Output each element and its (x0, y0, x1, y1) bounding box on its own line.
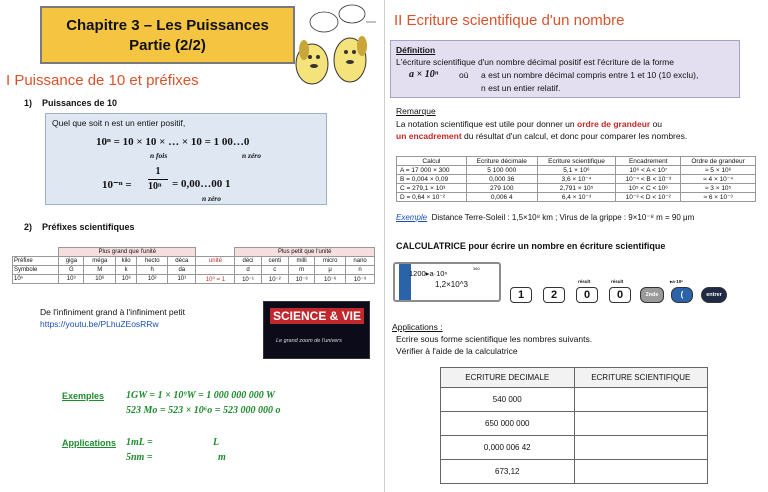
remarque-text-b: du résultat d'un calcul, et donc pour comparer les nombres. (461, 131, 688, 141)
calc-key-0-a[interactable]: 0 (576, 287, 598, 303)
prefix-cell-name: méga (84, 257, 116, 266)
calculator-screen (393, 262, 501, 302)
order-table-cell: ≈ 6 × 10⁻³ (681, 193, 756, 202)
applications-title-right: Applications : (392, 322, 443, 332)
formula-positive: 10ⁿ = 10 × 10 × … × 10 = 1 00…0 (96, 136, 250, 148)
prefix-unit-cell: 10⁰ = 1 (196, 275, 235, 284)
order-table-cell: 5 100 000 (466, 166, 537, 175)
app-nanometre: 5nm = (126, 452, 153, 463)
examples-label: Exemples (62, 391, 105, 401)
order-table-cell: 2,791 × 10⁵ (537, 184, 616, 193)
remarque-line1 (396, 119, 662, 129)
prefix-unit-cell (196, 266, 235, 275)
applications-label-left: Applications (62, 438, 117, 448)
prefix-row-label: Préfixe (13, 257, 59, 266)
app-nanometre-unit: m (218, 452, 226, 463)
sci-exercise-table (440, 367, 708, 484)
order-table-cell: B = 0,004 × 0,09 (397, 175, 467, 184)
prefix-cell-sym: d (235, 266, 261, 275)
video-caption: Le grand zoom de l'univers (276, 338, 342, 344)
sci-table-header: ECRITURE SCIENTIFIQUE (574, 368, 708, 388)
prefix-table (12, 247, 375, 284)
order-table-cell: ≈ 5 × 10⁶ (681, 166, 756, 175)
exemple-label: Exemple (396, 213, 428, 222)
formula-n-zero-2: n zéro (202, 194, 221, 203)
exemple-text: Distance Terre-Soleil : 1,5×10⁸ km ; Virus de la grippe : 9×10⁻⁸ m = 90 μm (431, 213, 695, 222)
calc-key-entrer[interactable]: entrer (701, 287, 727, 303)
video-description: De l'infiniment grand à l'infiniment petit (40, 307, 185, 317)
remarque-text-c: ou (650, 119, 663, 129)
order-table-cell: 10⁵ < C < 10⁶ (616, 184, 681, 193)
order-table-cell: 10⁶ < A < 10⁷ (616, 166, 681, 175)
cartoon-dogs-illustration (288, 2, 380, 92)
prefix-cell-pow: 10⁹ (59, 275, 84, 284)
definition-line1: L'écriture scientifique d'un nombre décimal positif est l'écriture de la forme (396, 57, 674, 67)
chapter-title: Chapitre 3 – Les Puissances (66, 17, 269, 34)
prefix-cell-sym: n (346, 266, 375, 275)
calc-key-label-result-2: résult (611, 279, 624, 284)
subheading-prefixes: 2) Préfixes scientifiques (24, 222, 135, 232)
section2-heading: II Ecriture scientifique d'un nombre (394, 12, 625, 29)
prefix-row-label: Symbole (13, 266, 59, 275)
prefix-cell-pow: 10³ (116, 275, 137, 284)
order-table-row (397, 166, 756, 175)
remarque-line2 (396, 131, 687, 141)
example-megaoctet: 523 Mo = 523 × 10⁶o = 523 000 000 o (126, 405, 281, 416)
column-divider (384, 0, 385, 492)
order-table-cell: 10⁻³ < D < 10⁻² (616, 193, 681, 202)
prefix-cell-pow: 10⁻³ (289, 275, 315, 284)
formula-denominator: 10ⁿ (148, 181, 162, 192)
calc-key-paren[interactable]: ( (671, 287, 693, 303)
calc-key-0-b[interactable]: 0 (609, 287, 631, 303)
order-table-cell: ≈ 4 × 10⁻⁴ (681, 175, 756, 184)
order-table-cell: 6,4 × 10⁻³ (537, 193, 616, 202)
section1-heading: I Puissance de 10 et préfixes (6, 72, 199, 89)
prefix-cell-sym: m (289, 266, 315, 275)
prefix-cell-pow: 10¹ (168, 275, 196, 284)
calc-key-label-result-1: résult (578, 279, 591, 284)
order-table-cell: 5,1 × 10⁶ (537, 166, 616, 175)
subheading-powers: 1) Puissances de 10 (24, 98, 118, 108)
prefix-cell-name: déca (168, 257, 196, 266)
calc-key-label-sci: ▸a·10ⁿ (670, 279, 684, 284)
prefix-cell-sym: h (137, 266, 168, 275)
prefix-cell-name: micro (315, 257, 346, 266)
order-table-cell: 0,000 36 (466, 175, 537, 184)
prefix-cell-sym: μ (315, 266, 346, 275)
sci-table-decimal: 0,000 006 42 (441, 436, 575, 460)
order-table-cell: A = 17 000 × 300 (397, 166, 467, 175)
formula-negative-right: = 0,00…00 1 (172, 178, 231, 190)
remarque-ordre: ordre de grandeur (577, 119, 651, 129)
calc-screen-line1: 1200▸a·10ⁿ (409, 269, 448, 278)
calc-screen-line2: 1,2×10^3 (435, 280, 468, 289)
prefix-cell-name: giga (59, 257, 84, 266)
sci-table-decimal: 540 000 (441, 388, 575, 412)
prefix-cell-sym: G (59, 266, 84, 275)
definition-box (390, 40, 740, 98)
powers-box (45, 113, 327, 205)
prefix-cell-pow: 10² (137, 275, 168, 284)
order-table-row (397, 184, 756, 193)
fraction-bar (148, 179, 168, 180)
prefix-group-small: Plus petit que l'unité (235, 248, 375, 257)
order-table-cell: 279 100 (466, 184, 537, 193)
remarque-text-a: La notation scientifique est utile pour donner un (396, 119, 577, 129)
order-table-cell: 0,006 4 (466, 193, 537, 202)
sci-table-row (441, 388, 708, 412)
prefix-cell-pow: 10⁶ (84, 275, 116, 284)
calc-heading: CALCULATRICE pour écrire un nombre en écriture scientifique (396, 241, 666, 251)
formula-negative-left: 10⁻ⁿ = (102, 179, 132, 191)
definition-formula: a × 10ⁿ (409, 69, 439, 80)
prefix-cell-sym: da (168, 266, 196, 275)
sci-table-header: ECRITURE DECIMALE (441, 368, 575, 388)
sci-table-answer[interactable] (574, 388, 708, 412)
order-table (396, 156, 756, 202)
formula-numerator: 1 (155, 166, 161, 177)
sci-table-row (441, 436, 708, 460)
calc-key-1[interactable]: 1 (510, 287, 532, 303)
sci-table-decimal: 673,12 (441, 460, 575, 484)
order-table-row (397, 193, 756, 202)
chapter-part: Partie (2/2) (129, 37, 206, 54)
order-table-header: Calcul (397, 157, 467, 166)
chapter-title-box (40, 6, 295, 64)
prefix-cell-name: hecto (137, 257, 168, 266)
prefix-cell-sym: M (84, 266, 116, 275)
order-table-header: Ecriture scientifique (537, 157, 616, 166)
prefix-cell-sym: k (116, 266, 137, 275)
powers-intro: Quel que soit n est un entier positif, (52, 118, 186, 128)
prefix-group-big: Plus grand que l'unité (59, 248, 196, 257)
video-brand: SCIENCE & VIE (270, 308, 364, 324)
app-millilitre-unit: L (213, 437, 220, 448)
order-table-cell: 3,6 × 10⁻⁴ (537, 175, 616, 184)
sci-table-decimal: 650 000 000 (441, 412, 575, 436)
remarque-encadrement: un encadrement (396, 131, 462, 141)
sci-table-answer[interactable] (574, 412, 708, 436)
calc-screen-tag: 360 (473, 266, 480, 271)
prefix-row-label: 10ⁿ (13, 275, 59, 284)
prefix-cell-name: nano (346, 257, 375, 266)
prefix-cell-name: milli (289, 257, 315, 266)
order-table-header: Encadrement (616, 157, 681, 166)
remarque-title: Remarque (396, 106, 436, 116)
example-gigawatt: 1GW = 1 × 10⁹W = 1 000 000 000 W (126, 390, 275, 401)
prefix-cell-name: centi (261, 257, 289, 266)
sci-table-row (441, 460, 708, 484)
video-link[interactable]: https://youtu.be/PLhuZEosRRw (40, 319, 159, 329)
app-millilitre: 1mL = (126, 437, 153, 448)
order-table-header: Ordre de grandeur (681, 157, 756, 166)
sci-table-answer[interactable] (574, 436, 708, 460)
definition-title: Définition (396, 45, 436, 55)
formula-n-zero-1: n zéro (242, 151, 261, 160)
formula-n-times: n fois (150, 151, 168, 160)
order-table-header: Ecriture décimale (466, 157, 537, 166)
prefix-cell-name: déci (235, 257, 261, 266)
prefix-cell-pow: 10⁻² (261, 275, 289, 284)
calc-key-2nde[interactable]: 2nde (640, 287, 664, 303)
calc-key-2[interactable]: 2 (543, 287, 565, 303)
definition-a: a est un nombre décimal compris entre 1 et 10 (10 exclu), (481, 70, 699, 80)
applications-instruction-2: Vérifier à l'aide de la calculatrice (396, 346, 518, 356)
prefix-cell-pow: 10⁻⁶ (315, 275, 346, 284)
prefix-cell-sym: c (261, 266, 289, 275)
applications-instruction-1: Ecrire sous forme scientifique les nombres suivants. (396, 334, 593, 344)
prefix-cell-name: kilo (116, 257, 137, 266)
order-table-cell: D = 0,64 × 10⁻² (397, 193, 467, 202)
order-table-row (397, 175, 756, 184)
order-table-cell: C = 279,1 × 10³ (397, 184, 467, 193)
order-table-cell: ≈ 3 × 10⁵ (681, 184, 756, 193)
sci-table-row (441, 412, 708, 436)
video-thumbnail[interactable] (263, 301, 370, 359)
prefix-cell-pow: 10⁻¹ (235, 275, 261, 284)
definition-ou: où (459, 70, 469, 80)
order-table-cell: 10⁻⁴ < B < 10⁻³ (616, 175, 681, 184)
sci-table-answer[interactable] (574, 460, 708, 484)
definition-n: n est un entier relatif. (481, 83, 561, 93)
prefix-unit-cell: unité (196, 257, 235, 266)
exemple-line (396, 213, 694, 222)
prefix-cell-pow: 10⁻⁹ (346, 275, 375, 284)
